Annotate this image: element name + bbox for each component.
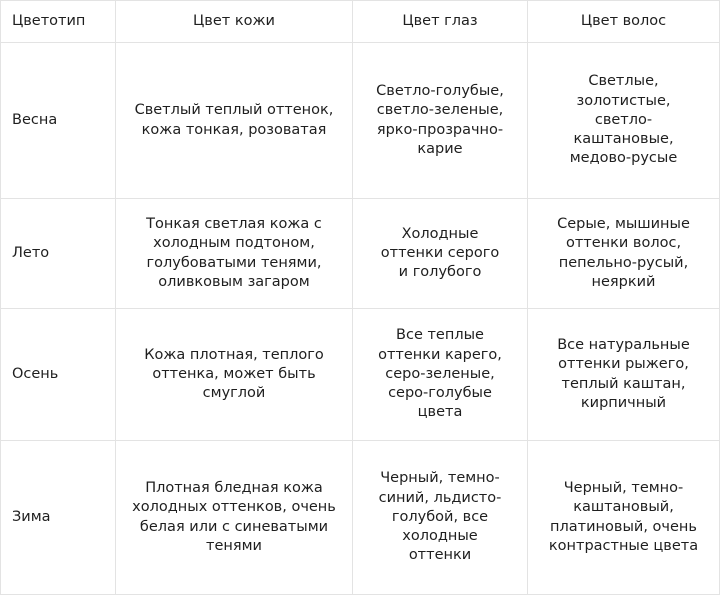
table-row [1,309,720,441]
hair-color-cell: Светлые, золотистые, светло-каштановые, медово-русые [528,43,720,199]
header-skin-color: Цвет кожи [116,1,353,43]
eye-color-cell: Черный, темно-синий, льдисто-голубой, все холодные оттенки [353,441,528,595]
hair-color-cell: Все натуральные оттенки рыжего, теплый каштан, кирпичный [528,309,720,441]
colortype-cell: Лето [1,199,116,309]
colortype-cell: Осень [1,309,116,441]
table-row [1,441,720,595]
skin-color-cell: Тонкая светлая кожа с холодным подтоном, голубоватыми тенями, оливковым загаром [116,199,353,309]
hair-color-cell: Серые, мышиные оттенки волос, пепельно-русый, неяркий [528,199,720,309]
header-hair-color: Цвет волос [528,1,720,43]
hair-color-cell: Черный, темно-каштановый, платиновый, очень контрастные цвета [528,441,720,595]
skin-color-cell: Светлый теплый оттенок, кожа тонкая, розоватая [116,43,353,199]
header-colortype: Цветотип [1,1,116,43]
header-eye-color: Цвет глаз [353,1,528,43]
table-row [1,199,720,309]
colortype-cell: Зима [1,441,116,595]
table-header-row [1,1,720,43]
eye-color-cell: Все теплые оттенки карего, серо-зеленые, серо-голубые цвета [353,309,528,441]
table-row [1,43,720,199]
eye-color-cell: Светло-голубые, светло-зеленые, ярко-прозрачно-карие [353,43,528,199]
skin-color-cell: Кожа плотная, теплого оттенка, может быть смуглой [116,309,353,441]
colortype-cell: Весна [1,43,116,199]
skin-color-cell: Плотная бледная кожа холодных оттенков, очень белая или с синеватыми тенями [116,441,353,595]
eye-color-cell: Холодные оттенки серого и голубого [353,199,528,309]
